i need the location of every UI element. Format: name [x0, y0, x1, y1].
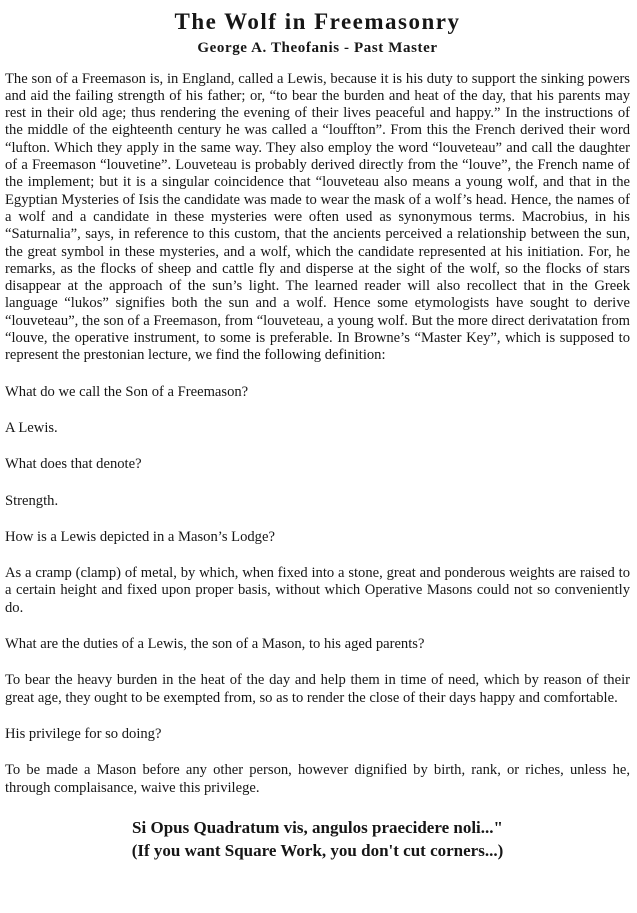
question-3: How is a Lewis depicted in a Mason’s Lodge?: [5, 528, 275, 545]
main-paragraph: The son of a Freemason is, in England, called a Lewis, because it is his duty to support the sinking powers and aid the failing strength of his father; or, “to bear the burden and heat of the day, that his parents may rest in their old age; thus rendering the evening of their lives peaceful and happy.” In the instructions of the middle of the eighteenth century he was called a “louffton”. From this the French derived their word “lufton. Which they apply in the same way. They also employ the word “louveteau” and call the daughter of a Freemason “louvetine”. Louveteau is probably derived directly from the “louve”, the French name of the implement; but it is a singular coincidence that “louveteau also means a young wolf, and that in the Egyptian Mysteries of Isis the candidate was made to wear the mask of a wolf’s head. Hence, the names of a wolf and a candidate in these mysteries were often used as synonymous terms. Macrobius, in his “Saturnalia”, says, in reference to this custom, that the ancients perceived a relationship between the sun, the great symbol in these mysteries, and a wolf, which the candidate represented at his initiation. For, he remarks, as the flocks of sheep and cattle fly and disperse at the sight of the wolf, so the flocks of stars disappear at the approach of the sun’s light. The learned reader will also recollect that in the Greek language “lukos” signifies both the sun and a wolf. Hence some etymologists have sought to derive “louveteau”, the son of a Freemason, from “louveteau, a young wolf. But the more direct derivatation from “louve, the operative instrument, to some is preferable. In Browne’s “Master Key”, which is supposed to represent the prestonian lecture, we find the following definition:: [5, 70, 630, 364]
answer-2: Strength.: [5, 492, 59, 509]
question-4: What are the duties of a Lewis, the son of a Mason, to his aged parents?: [5, 636, 425, 653]
answer-3: As a cramp (clamp) of metal, by which, when fixed into a stone, great and ponderous weights are raised to a certain height and fixed upon proper basis, without which Operative Masons could not so conveniently do.: [5, 565, 630, 616]
latin-motto-line2: (If you want Square Work, you don't cut corners...): [131, 840, 504, 860]
latin-motto-line1: Si Opus Quadratum vis, angulos praecidere noli...": [132, 817, 503, 837]
answer-4: To bear the heavy burden in the heat of the day and help them in time of need, which by reason of their great age, they ought to be exempted from, so as to render the close of their days happy and comfortable.: [5, 672, 630, 706]
latin-motto: [5, 816, 630, 862]
question-5: His privilege for so doing?: [5, 725, 162, 742]
question-1: What do we call the Son of a Freemason?: [5, 383, 249, 400]
answer-1: A Lewis.: [5, 419, 58, 436]
question-2: What does that denote?: [5, 456, 142, 473]
answer-5: To be made a Mason before any other person, however dignified by birth, rank, or riches, unless he, through complaisance, waive this privilege.: [5, 762, 630, 796]
author-byline: George A. Theofanis - Past Master: [197, 39, 438, 56]
page-title: The Wolf in Freemasonry: [174, 9, 461, 34]
